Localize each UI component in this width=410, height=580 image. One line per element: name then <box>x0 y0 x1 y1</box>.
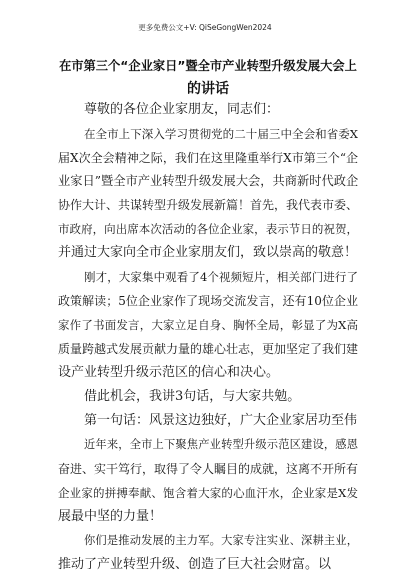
body-line: 设产业转型升级示范区的信心和决心。 <box>58 365 280 380</box>
salutation: 尊敬的各位企业家朋友，同志们： <box>84 102 280 117</box>
body-line: 届X次全会精神之际，我们在这里隆重举行X市第三个“企 <box>58 151 358 165</box>
body-line: 奋进、实干笃行，取得了令人瞩目的成就，这离不开所有 <box>58 462 359 476</box>
body-line: 并通过大家向全市企业家朋友们，致以崇高的敬意！ <box>58 245 358 260</box>
body-line: 在全市上下深入学习贯彻党的二十届三中全会和省委X <box>84 127 358 141</box>
body-line: 政策解读；5位企业家作了现场交流发言，还有10位企业 <box>58 294 358 308</box>
section-heading: 第一句话：风景这边独好，广大企业家居功至伟 <box>84 413 358 428</box>
body-line: 近年来，全市上下聚焦产业转型升级示范区建设，感恩 <box>84 438 358 451</box>
header-note: 更多免费公文+V: QiSeGongWen2024 <box>138 23 272 32</box>
body-line: 业家日”暨全市产业转型升级发展大会，共商新时代政企 <box>58 174 359 188</box>
body-line: 借此机会，我讲3句话，与大家共勉。 <box>84 389 301 404</box>
body-line: 市政府，向出席本次活动的各位企业家，表示节日的祝贺， <box>58 222 358 236</box>
body-line: 家作了书面发言，大家立足自身、胸怀全局，彰显了为X高 <box>58 318 358 332</box>
title-line-1: 在市第三个“企业家日”暨全市产业转型升级发展大会上 <box>59 59 357 73</box>
title-line-2: 的讲话 <box>187 81 229 97</box>
body-line: 推动了产业转型升级、创造了巨大社会财富。以 <box>58 557 332 572</box>
body-line: 质量跨越式发展贡献力量的雄心壮志，更加坚定了我们建 <box>58 342 359 356</box>
body-line: 刚才，大家集中观看了4个视频短片，相关部门进行了 <box>84 270 358 284</box>
body-line: 你们是推动发展的主力军。大家专注实业、深耕主业， <box>84 534 358 547</box>
body-line: 协作大计、共谋转型升级发展新篇！首先，我代表市委、 <box>58 198 359 212</box>
body-line: 展最中坚的力量！ <box>58 509 163 524</box>
body-line: 企业家的拼搏奉献、饱含着大家的心血汗水，企业家是X发 <box>58 486 358 500</box>
